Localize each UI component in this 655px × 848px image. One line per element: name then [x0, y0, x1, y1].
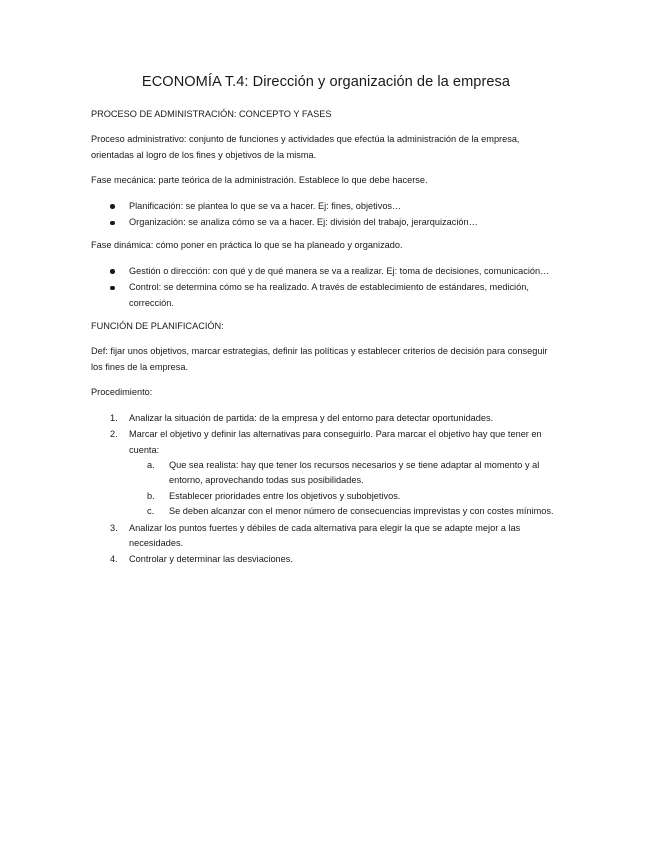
list-number: 2. [110, 429, 118, 440]
list-number: 1. [110, 412, 118, 423]
section-heading-planificacion: FUNCIÓN DE PLANIFICACIÓN: [91, 321, 224, 332]
sub-list-item [91, 504, 561, 519]
paragraph-proceso-administrativo: Proceso administrativo: conjunto de funciones y actividades que efectúa la administración de la empresa, orientadas al logro de los fines y objetivos de la misma. [91, 134, 520, 160]
numbered-list-procedimiento [91, 411, 561, 568]
list-item-text: Gestión o dirección: con qué y de qué manera se va a realizar. Ej: toma de decisiones, comunicación… [129, 265, 550, 276]
bullet-icon [110, 286, 115, 291]
sub-list-letter: a. [147, 459, 155, 470]
sub-list-letter: c. [147, 506, 155, 517]
bullet-list-fase-dinamica [91, 264, 561, 311]
list-item-text: Planificación: se plantea lo que se va a hacer. Ej: fines, objetivos… [129, 200, 402, 211]
sub-list-item-text: Que sea realista: hay que tener los recursos necesarios y se tiene adaptar al momento y al entorno, aprovechando todas sus posibilidades. [169, 459, 540, 486]
section-heading-proceso: PROCESO DE ADMINISTRACIÓN: CONCEPTO Y FASES [91, 109, 332, 119]
sub-list-letter: b. [147, 490, 155, 501]
paragraph-fase-mecanica: Fase mecánica: parte teórica de la administración. Establece lo que debe hacerse. [91, 175, 428, 186]
bullet-icon [110, 204, 115, 209]
paragraph-procedimiento: Procedimiento: [91, 387, 153, 398]
bullet-icon [110, 221, 115, 226]
list-item [91, 427, 561, 519]
sub-list-item-text: Se deben alcanzar con el menor número de consecuencias imprevistas y con costes mínimos. [169, 506, 554, 517]
list-item-text: Controlar y determinar las desviaciones. [129, 554, 293, 565]
sub-list-item [91, 489, 561, 504]
paragraph-definicion: Def: fijar unos objetivos, marcar estrategias, definir las políticas y establecer criterios de decisión para conseguir los fines de la empresa. [91, 346, 548, 372]
list-item [91, 552, 561, 567]
list-item-text: Analizar la situación de partida: de la empresa y del entorno para detectar oportunidades. [129, 412, 494, 423]
bullet-list-fase-mecanica [91, 199, 561, 231]
list-item-text: Analizar los puntos fuertes y débiles de cada alternativa para elegir la que se adapte mejor a las necesidades. [129, 522, 521, 548]
list-item [91, 521, 561, 552]
list-item-text: Organización: se analiza cómo se va a hacer. Ej: división del trabajo, jerarquización… [129, 217, 478, 228]
list-item [91, 411, 561, 426]
list-item [91, 264, 561, 279]
list-item [91, 215, 561, 230]
list-number: 4. [110, 554, 118, 565]
paragraph-fase-dinamica: Fase dinámica: cómo poner en práctica lo que se ha planeado y organizado. [91, 240, 403, 251]
list-item [91, 199, 561, 214]
list-item [91, 280, 561, 311]
document-content [91, 74, 561, 569]
sub-list-item-text: Establecer prioridades entre los objetivos y subobjetivos. [169, 490, 401, 501]
list-item-text: Marcar el objetivo y definir las alternativas para conseguirlo. Para marcar el objetivo hay que tener en cuenta: [129, 429, 542, 455]
sub-list-item [91, 458, 561, 489]
sub-list-criterios [129, 458, 561, 520]
list-item-text: Control: se determina cómo se ha realizado. A través de establecimiento de estándares, medición, corrección. [129, 282, 529, 308]
list-number: 3. [110, 522, 118, 533]
document-title: ECONOMÍA T.4: Dirección y organización de la empresa [141, 74, 511, 90]
bullet-icon [110, 269, 115, 274]
